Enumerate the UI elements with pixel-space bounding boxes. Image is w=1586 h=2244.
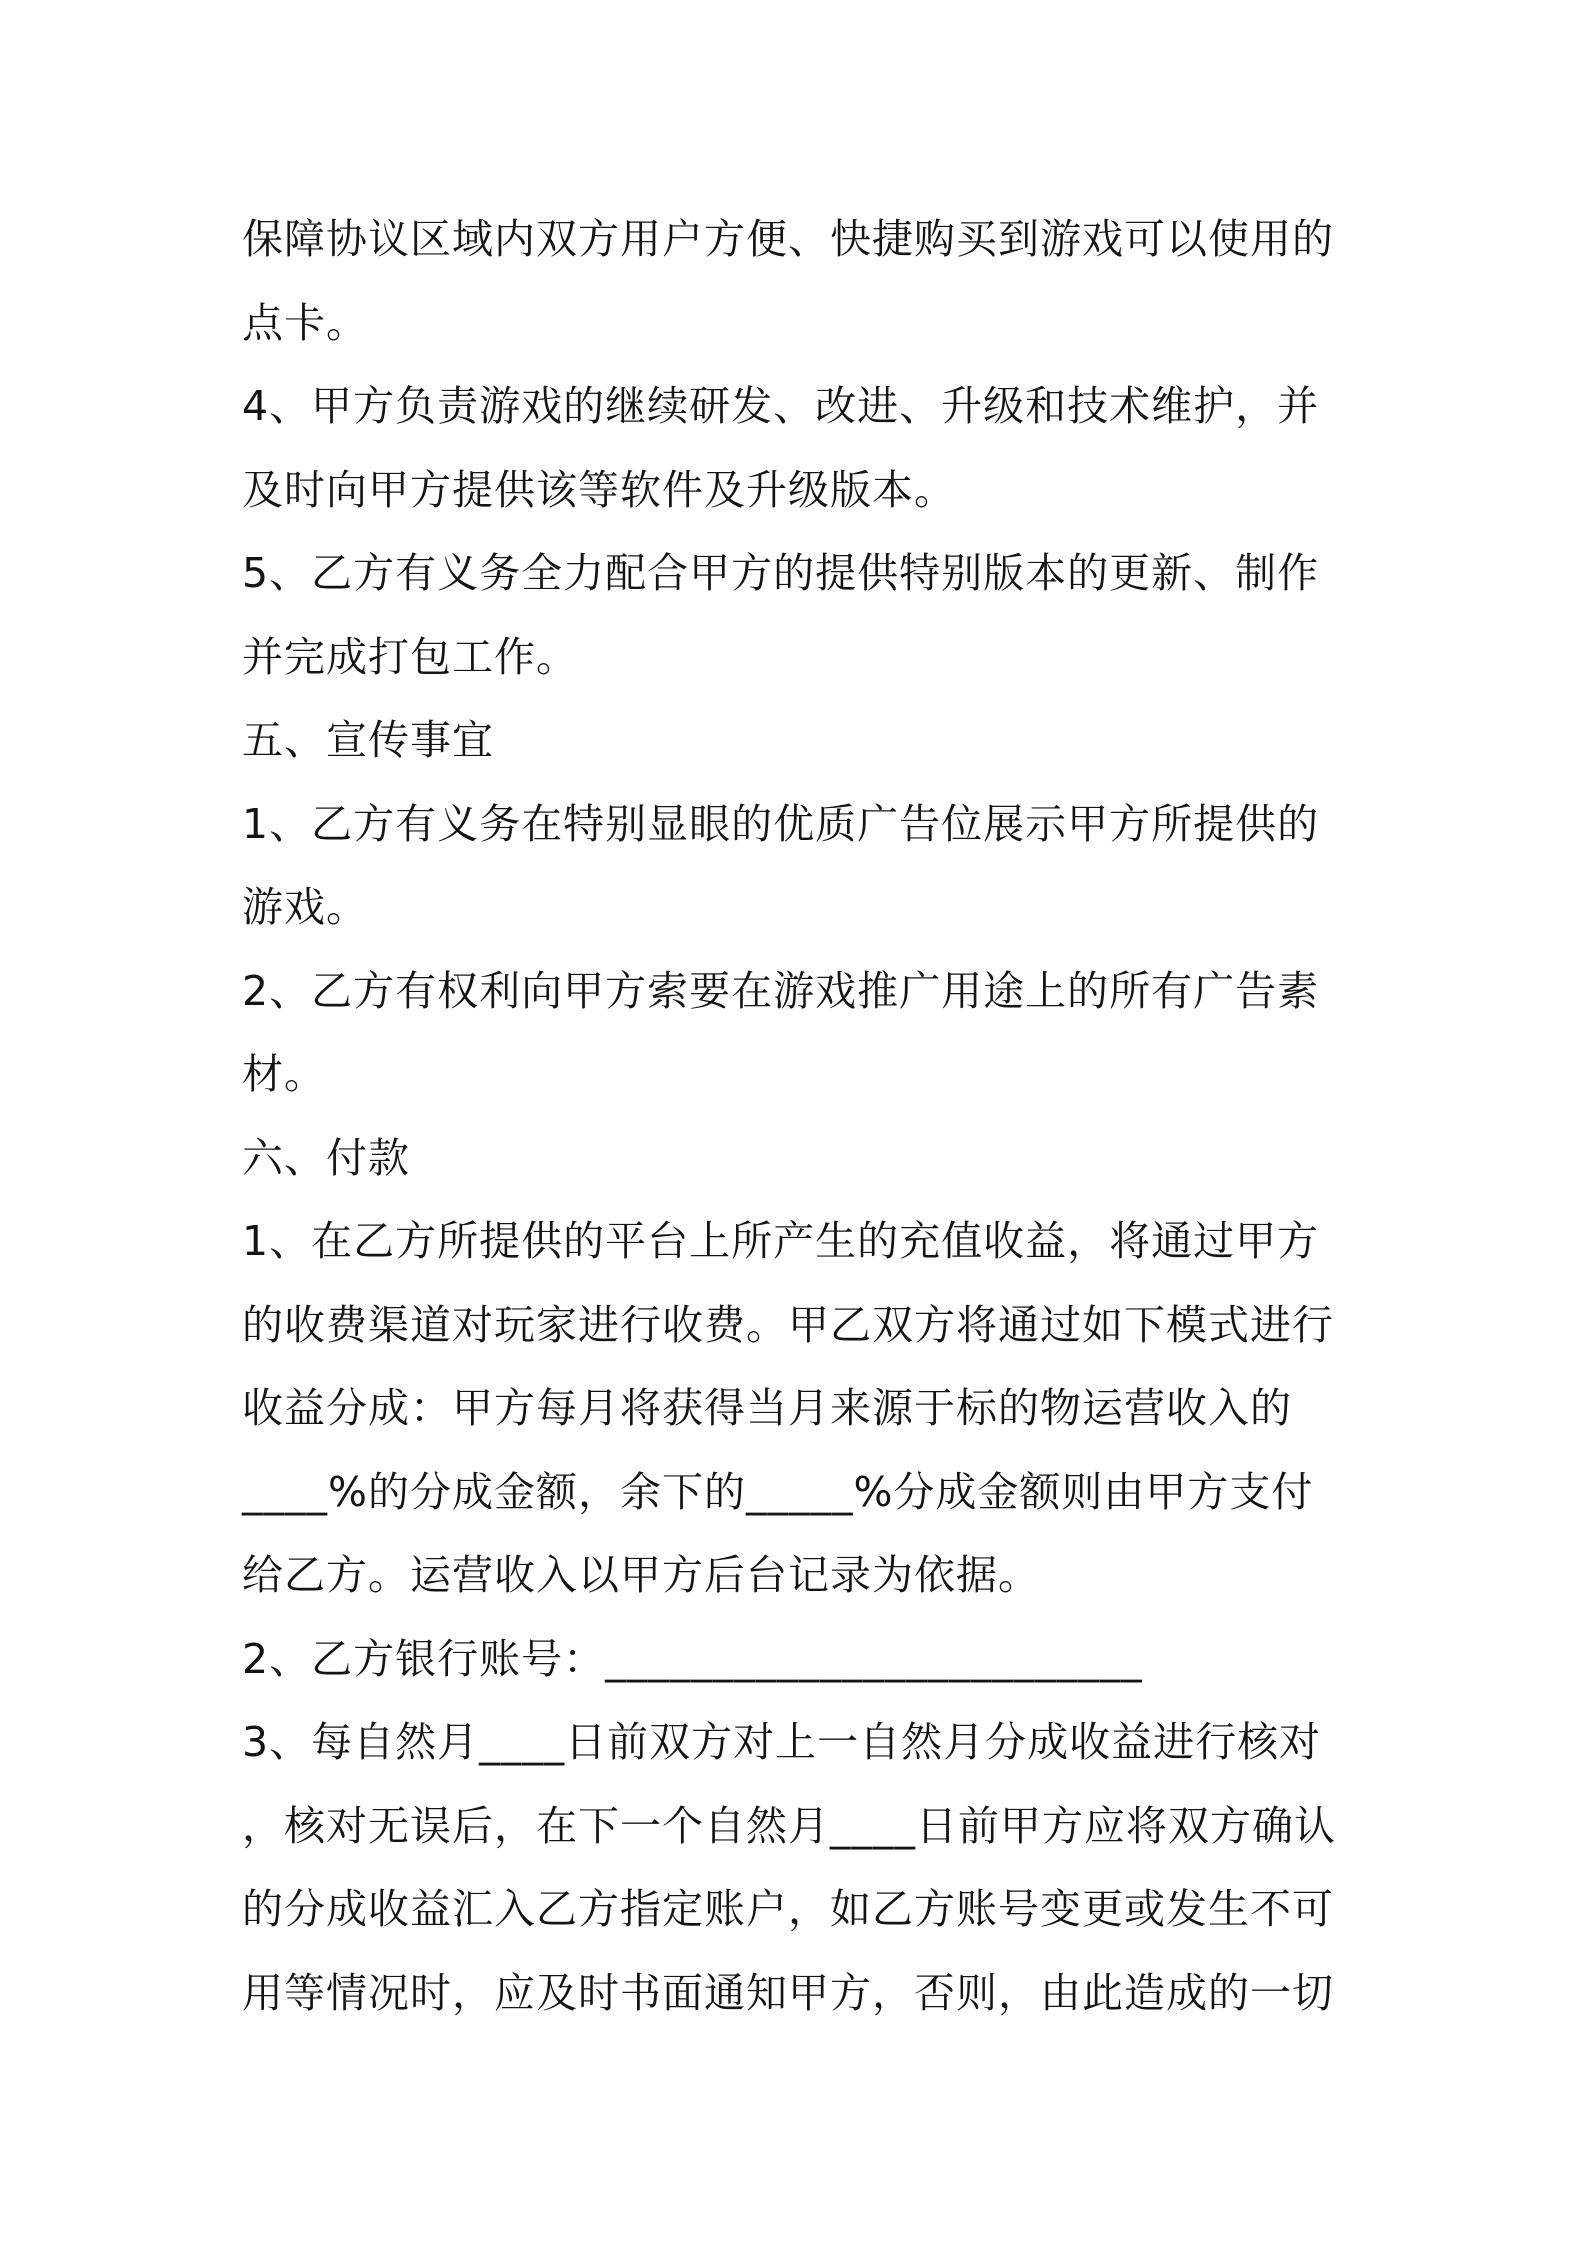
text-line: 及时向甲方提供该等软件及升级版本。 <box>242 465 956 514</box>
text-line: 点卡。 <box>242 298 368 347</box>
text-line: 1、在乙方所提供的平台上所产生的充值收益，将通过甲方 <box>242 1217 1320 1265</box>
document-body <box>242 198 1362 2035</box>
text-line: 收益分成：甲方每月将获得当月来源于标的物运营收入的 <box>242 1384 1292 1432</box>
text-line: 的分成收益汇入乙方指定账户，如乙方账号变更或发生不可 <box>242 1885 1334 1933</box>
text-line: 用等情况时，应及时书面通知甲方，否则，由此造成的一切 <box>242 1968 1334 2017</box>
text-line: 2、乙方银行账号：_________________________ <box>242 1634 1143 1683</box>
text-line: 保障协议区域内双方用户方便、快捷购买到游戏可以使用的 <box>242 215 1334 263</box>
text-line: 给乙方。运营收入以甲方后台记录为依据。 <box>242 1551 1040 1599</box>
text-line: 材。 <box>242 1050 326 1098</box>
text-line: 游戏。 <box>242 883 368 931</box>
section-heading: 六、付款 <box>242 1133 410 1182</box>
text-line: 2、乙方有权利向甲方索要在游戏推广用途上的所有广告素 <box>242 966 1320 1015</box>
text-line: 的收费渠道对玩家进行收费。甲乙双方将通过如下模式进行 <box>242 1300 1334 1349</box>
text-line: 1、乙方有义务在特别显眼的优质广告位展示甲方所提供的 <box>242 799 1320 848</box>
text-line: ，核对无误后，在下一个自然月____日前甲方应将双方确认 <box>242 1801 1336 1850</box>
text-line: 5、乙方有义务全力配合甲方的提供特别版本的更新、制作 <box>242 549 1320 597</box>
text-line: ____%的分成金额，余下的_____%分成金额则由甲方支付 <box>242 1467 1314 1516</box>
section-heading: 五、宣传事宜 <box>242 716 494 764</box>
text-line: 3、每自然月____日前双方对上一自然月分成收益进行核对 <box>242 1718 1322 1766</box>
text-line: 4、甲方负责游戏的继续研发、改进、升级和技术维护，并 <box>242 382 1320 430</box>
text-line: 并完成打包工作。 <box>242 632 578 681</box>
